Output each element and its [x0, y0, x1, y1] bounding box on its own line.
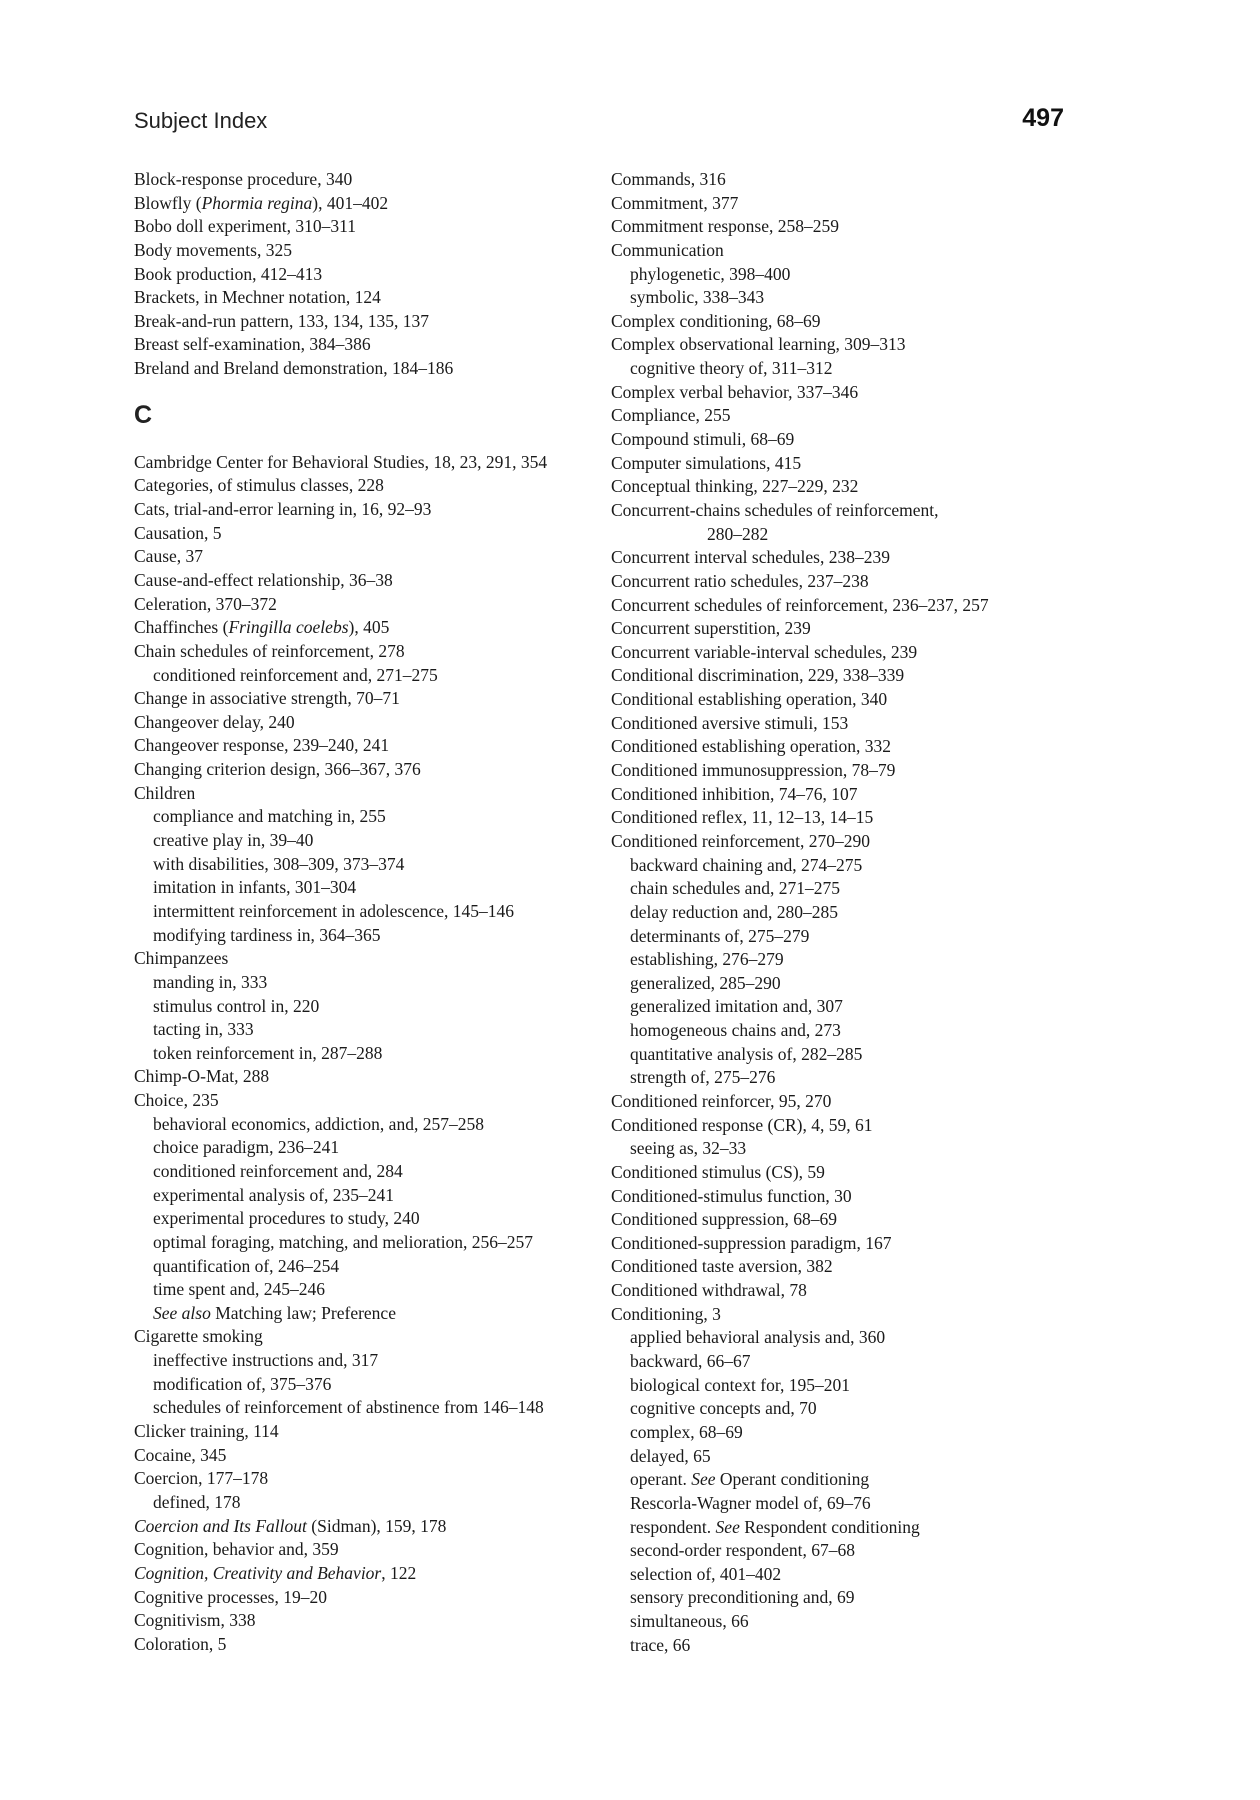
index-subentry: generalized imitation and, 307 — [630, 996, 843, 1017]
index-subentry: trace, 66 — [630, 1634, 691, 1655]
index-entry: Conditioned reinforcement, 270–290 — [611, 830, 871, 851]
index-subentry: tacting in, 333 — [153, 1019, 254, 1040]
index-subentry: delayed, 65 — [630, 1445, 711, 1466]
running-title: Subject Index — [134, 108, 268, 133]
index-entry: Conditioned reflex, 11, 12–13, 14–15 — [611, 807, 874, 828]
index-entry: Concurrent-chains schedules of reinforcement, — [611, 499, 939, 520]
index-entry: Breland and Breland demonstration, 184–186 — [134, 358, 454, 379]
index-entry: Concurrent schedules of reinforcement, 236–237, 257 — [611, 594, 989, 615]
section-letter-heading: C — [134, 400, 153, 429]
index-entry: Conditioned suppression, 68–69 — [611, 1209, 838, 1230]
index-entry: Computer simulations, 415 — [611, 452, 802, 473]
index-entry: Compound stimuli, 68–69 — [611, 429, 795, 450]
index-subentry: choice paradigm, 236–241 — [153, 1137, 340, 1158]
index-entry: Coercion and Its Fallout (Sidman), 159, 178 — [134, 1515, 447, 1536]
index-subentry: ineffective instructions and, 317 — [153, 1350, 379, 1371]
index-entry: Blowfly (Phormia regina), 401–402 — [134, 192, 389, 213]
index-entry: Conditioned-suppression paradigm, 167 — [611, 1232, 892, 1253]
index-subentry: conditioned reinforcement and, 271–275 — [153, 664, 438, 685]
index-entry: Communication — [611, 239, 724, 260]
index-entry: Children — [134, 782, 196, 803]
index-entry: Cause, 37 — [134, 546, 204, 567]
index-subentry: cognitive concepts and, 70 — [630, 1398, 817, 1419]
index-subentry: determinants of, 275–279 — [630, 925, 810, 946]
index-entry: Commitment, 377 — [611, 192, 739, 213]
index-entry: Conditioned inhibition, 74–76, 107 — [611, 783, 858, 804]
index-entry: Celeration, 370–372 — [134, 593, 277, 614]
index-subentry: schedules of reinforcement of abstinence from 146–148 — [153, 1397, 544, 1418]
index-entry: Cognitive processes, 19–20 — [134, 1586, 327, 1607]
index-subentry: 280–282 — [707, 523, 769, 544]
index-entry: Bobo doll experiment, 310–311 — [134, 216, 356, 237]
index-subentry: stimulus control in, 220 — [153, 995, 320, 1016]
index-subentry: defined, 178 — [153, 1491, 241, 1512]
index-entry: Cause-and-effect relationship, 36–38 — [134, 569, 393, 590]
index-entry: Conditioned immunosuppression, 78–79 — [611, 760, 896, 781]
index-entry: Change in associative strength, 70–71 — [134, 688, 400, 709]
index-subentry: time spent and, 245–246 — [153, 1279, 326, 1300]
index-subentry: homogeneous chains and, 273 — [630, 1020, 841, 1041]
index-entry: Conditioned reinforcer, 95, 270 — [611, 1090, 832, 1111]
index-entry: Conditional establishing operation, 340 — [611, 689, 888, 710]
index-entry: Coloration, 5 — [134, 1633, 227, 1654]
index-column-left — [134, 168, 594, 1656]
index-entry: Conditioned stimulus (CS), 59 — [611, 1161, 825, 1182]
index-subentry: imitation in infants, 301–304 — [153, 877, 357, 898]
index-entry: Concurrent variable-interval schedules, 239 — [611, 641, 918, 662]
index-entry: Commitment response, 258–259 — [611, 216, 839, 237]
index-entry: Concurrent interval schedules, 238–239 — [611, 547, 890, 568]
index-entry: Cambridge Center for Behavioral Studies, 18, 23, 291, 354 — [134, 451, 548, 472]
index-entry: Conditioned withdrawal, 78 — [611, 1280, 807, 1301]
index-subentry: creative play in, 39–40 — [153, 830, 314, 851]
index-subentry: biological context for, 195–201 — [630, 1374, 850, 1395]
index-entry: Compliance, 255 — [611, 405, 731, 426]
index-subentry: conditioned reinforcement and, 284 — [153, 1160, 403, 1181]
index-subentry: compliance and matching in, 255 — [153, 806, 386, 827]
index-entry: Breast self-examination, 384–386 — [134, 334, 371, 355]
index-entry: Conditioned taste aversion, 382 — [611, 1256, 833, 1277]
index-entry: Conditioned aversive stimuli, 153 — [611, 712, 849, 733]
index-entry: Conditional discrimination, 229, 338–339 — [611, 665, 905, 686]
index-subentry: experimental procedures to study, 240 — [153, 1208, 420, 1229]
index-subentry: strength of, 275–276 — [630, 1067, 776, 1088]
index-entry: Book production, 412–413 — [134, 263, 323, 284]
index-entry: Body movements, 325 — [134, 239, 292, 260]
index-entry: Concurrent superstition, 239 — [611, 618, 811, 639]
index-entry: Conditioning, 3 — [611, 1303, 721, 1324]
index-subentry: operant. See Operant conditioning — [630, 1469, 870, 1490]
index-entry: Break-and-run pattern, 133, 134, 135, 137 — [134, 310, 429, 331]
index-subentry: quantitative analysis of, 282–285 — [630, 1043, 863, 1064]
index-entry: Choice, 235 — [134, 1090, 219, 1111]
index-entry: Causation, 5 — [134, 522, 222, 543]
index-entry: Categories, of stimulus classes, 228 — [134, 475, 384, 496]
index-subentry: delay reduction and, 280–285 — [630, 901, 839, 922]
index-entry: Conditioned response (CR), 4, 59, 61 — [611, 1114, 873, 1135]
index-subentry: experimental analysis of, 235–241 — [153, 1184, 395, 1205]
index-column-right — [611, 168, 1081, 1657]
index-entry: Cognitivism, 338 — [134, 1610, 256, 1631]
index-subentry: selection of, 401–402 — [630, 1563, 782, 1584]
index-entry: Concurrent ratio schedules, 237–238 — [611, 570, 869, 591]
index-entry: Cognition, Creativity and Behavior, 122 — [134, 1562, 417, 1583]
index-subentry: phylogenetic, 398–400 — [630, 263, 791, 284]
index-subentry: applied behavioral analysis and, 360 — [630, 1327, 886, 1348]
index-subentry: token reinforcement in, 287–288 — [153, 1042, 383, 1063]
index-subentry: sensory preconditioning and, 69 — [630, 1587, 855, 1608]
index-subentry: behavioral economics, addiction, and, 257–258 — [153, 1113, 484, 1134]
index-entry: Chimpanzees — [134, 948, 229, 969]
index-subentry: second-order respondent, 67–68 — [630, 1540, 856, 1561]
index-subentry: seeing as, 32–33 — [630, 1138, 747, 1159]
index-entry: Brackets, in Mechner notation, 124 — [134, 287, 381, 308]
index-subentry: backward, 66–67 — [630, 1351, 751, 1372]
index-entry: Changing criterion design, 366–367, 376 — [134, 759, 421, 780]
index-subentry: optimal foraging, matching, and melioration, 256–257 — [153, 1231, 534, 1252]
index-entry: Cocaine, 345 — [134, 1444, 227, 1465]
page-header — [134, 104, 1064, 144]
index-subentry: backward chaining and, 274–275 — [630, 854, 863, 875]
index-entry: Block-response procedure, 340 — [134, 169, 353, 189]
index-subentry: chain schedules and, 271–275 — [630, 878, 840, 899]
index-entry: Conditioned establishing operation, 332 — [611, 736, 891, 757]
index-subentry: respondent. See Respondent conditioning — [630, 1516, 920, 1537]
index-subentry: simultaneous, 66 — [630, 1611, 749, 1632]
index-subentry: See also Matching law; Preference — [153, 1302, 396, 1323]
index-subentry: generalized, 285–290 — [630, 972, 781, 993]
index-subentry: with disabilities, 308–309, 373–374 — [153, 853, 405, 874]
index-entry: Commands, 316 — [611, 169, 726, 189]
index-entry: Chimp-O-Mat, 288 — [134, 1066, 270, 1087]
index-entry: Conditioned-stimulus function, 30 — [611, 1185, 852, 1206]
index-entry: Chaffinches (Fringilla coelebs), 405 — [134, 617, 390, 638]
index-subentry: Rescorla-Wagner model of, 69–76 — [630, 1492, 871, 1513]
index-subentry: complex, 68–69 — [630, 1421, 743, 1442]
index-entry: Complex conditioning, 68–69 — [611, 310, 821, 331]
index-subentry: symbolic, 338–343 — [630, 287, 765, 308]
index-entry: Complex verbal behavior, 337–346 — [611, 381, 859, 402]
index-subentry: quantification of, 246–254 — [153, 1255, 340, 1276]
index-entry: Cognition, behavior and, 359 — [134, 1539, 339, 1560]
index-subentry: manding in, 333 — [153, 971, 268, 992]
page-number: 497 — [1022, 104, 1064, 132]
index-entry: Clicker training, 114 — [134, 1421, 279, 1442]
index-entry: Cats, trial-and-error learning in, 16, 92–93 — [134, 499, 432, 520]
index-entry: Coercion, 177–178 — [134, 1468, 269, 1489]
index-entry: Changeover response, 239–240, 241 — [134, 735, 390, 756]
index-entry: Changeover delay, 240 — [134, 711, 295, 732]
index-subentry: modification of, 375–376 — [153, 1373, 332, 1394]
index-subentry: modifying tardiness in, 364–365 — [153, 924, 381, 945]
index-entry: Cigarette smoking — [134, 1326, 263, 1347]
index-subentry: intermittent reinforcement in adolescence, 145–146 — [153, 900, 515, 921]
index-subentry: cognitive theory of, 311–312 — [630, 358, 833, 379]
index-entry: Chain schedules of reinforcement, 278 — [134, 640, 405, 661]
index-entry: Complex observational learning, 309–313 — [611, 334, 906, 355]
index-subentry: establishing, 276–279 — [630, 949, 784, 970]
index-entry: Conceptual thinking, 227–229, 232 — [611, 476, 859, 497]
